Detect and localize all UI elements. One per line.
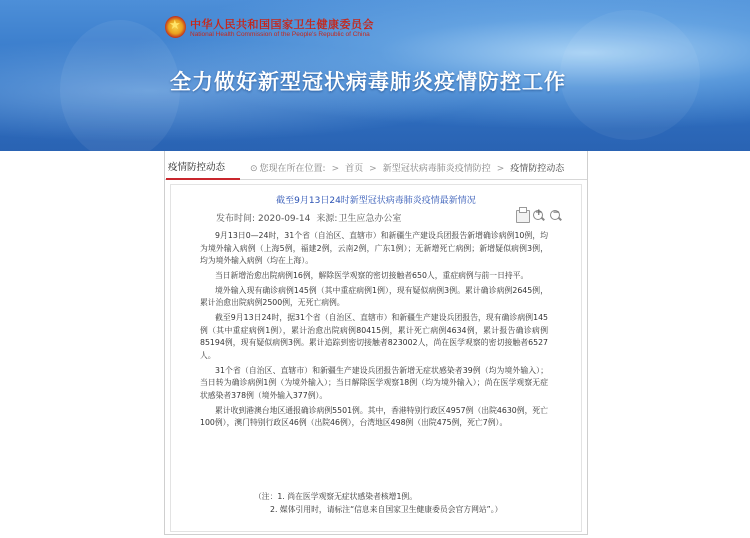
breadcrumb-bar: [165, 151, 587, 180]
breadcrumb-separator: >: [496, 164, 505, 174]
org-name-en: National Health Commission of the People's Republic of China: [190, 31, 370, 38]
note-line: （注：1. 尚在医学观察无症状感染者核增1例。: [254, 492, 418, 501]
article-paragraph: 当日新增治愈出院病例16例，解除医学观察的密切接触者650人，重症病例与前一日持平。: [215, 270, 529, 280]
article-meta: [216, 211, 407, 224]
national-emblem-icon[interactable]: [165, 16, 186, 38]
article-source: 卫生应急办公室: [338, 214, 402, 224]
section-title: 疫情防控动态: [168, 162, 226, 173]
content-frame: [164, 151, 588, 535]
article-paragraph: 31个省（自治区、直辖市）和新疆生产建设兵团报告新增无症状感染者39例（均为境外输入）；当日转为确诊病例1例（为境外输入）；当日解除医学观察18例（均为境外输入）；尚在医学观察无症状感染者378例（境外输入377例）。: [200, 365, 548, 400]
note-line: 2. 媒体引用时，请标注“信息来自国家卫生健康委员会官方网站”。）: [270, 505, 503, 514]
banner-title: 全力做好新型冠状病毒肺炎疫情防控工作: [170, 70, 566, 94]
article-notes: [254, 490, 502, 516]
breadcrumb: [250, 161, 564, 174]
article-paragraph: 境外输入现有确诊病例145例（其中重症病例1例），现有疑似病例3例。累计确诊病例2645例，累计治愈出院病例2500例，无死亡病例。: [200, 285, 548, 308]
breadcrumb-home[interactable]: 首页: [345, 164, 364, 174]
article-body: [200, 230, 548, 432]
source-label: 来源:: [316, 214, 338, 224]
article-title: 截至9月13日24时新型冠状病毒肺炎疫情最新情况: [276, 196, 476, 206]
org-name-cn[interactable]: 中华人民共和国国家卫生健康委员会: [190, 18, 374, 31]
publish-date: 2020-09-14: [258, 214, 311, 224]
date-label: 发布时间:: [216, 214, 256, 224]
location-pin-icon: ⊙: [250, 164, 258, 174]
breadcrumb-separator: >: [331, 164, 340, 174]
print-icon[interactable]: [516, 210, 530, 223]
article-panel: [170, 184, 582, 532]
article-paragraph: 9月13日0—24时，31个省（自治区、直辖市）和新疆生产建设兵团报告新增确诊病例10例，均为境外输入病例（上海5例，福建2例，云南2例，广东1例）；无新增死亡病例；新增疑似病例3例，均为境外输入病例（均在上海）。: [200, 231, 548, 266]
article-paragraph: 截至9月13日24时，据31个省（自治区、直辖市）和新疆生产建设兵团报告，现有确诊病例145例（其中重症病例1例），累计治愈出院病例80415例，累计死亡病例4634例，累计报告确诊病例85194例，现有疑似病例3例。累计追踪到密切接触者823002人，尚在医学观察的密切接触者6527人。: [200, 313, 548, 360]
article-paragraph: 累计收到港澳台地区通报确诊病例5501例。其中，香港特别行政区4957例（出院4630例，死亡100例），澳门特别行政区46例（出院46例），台湾地区498例（出院475例，死亡7例）。: [200, 405, 548, 428]
breadcrumb-current[interactable]: 疫情防控动态: [510, 164, 565, 174]
zoom-in-icon[interactable]: +: [533, 210, 545, 221]
breadcrumb-separator: >: [369, 164, 377, 174]
location-label: 您现在所在位置:: [259, 164, 326, 174]
zoom-out-icon[interactable]: −: [550, 210, 562, 221]
section-underline: [166, 178, 240, 180]
breadcrumb-epidemic[interactable]: 新型冠状病毒肺炎疫情防控: [382, 164, 491, 174]
header-banner: [0, 0, 750, 151]
